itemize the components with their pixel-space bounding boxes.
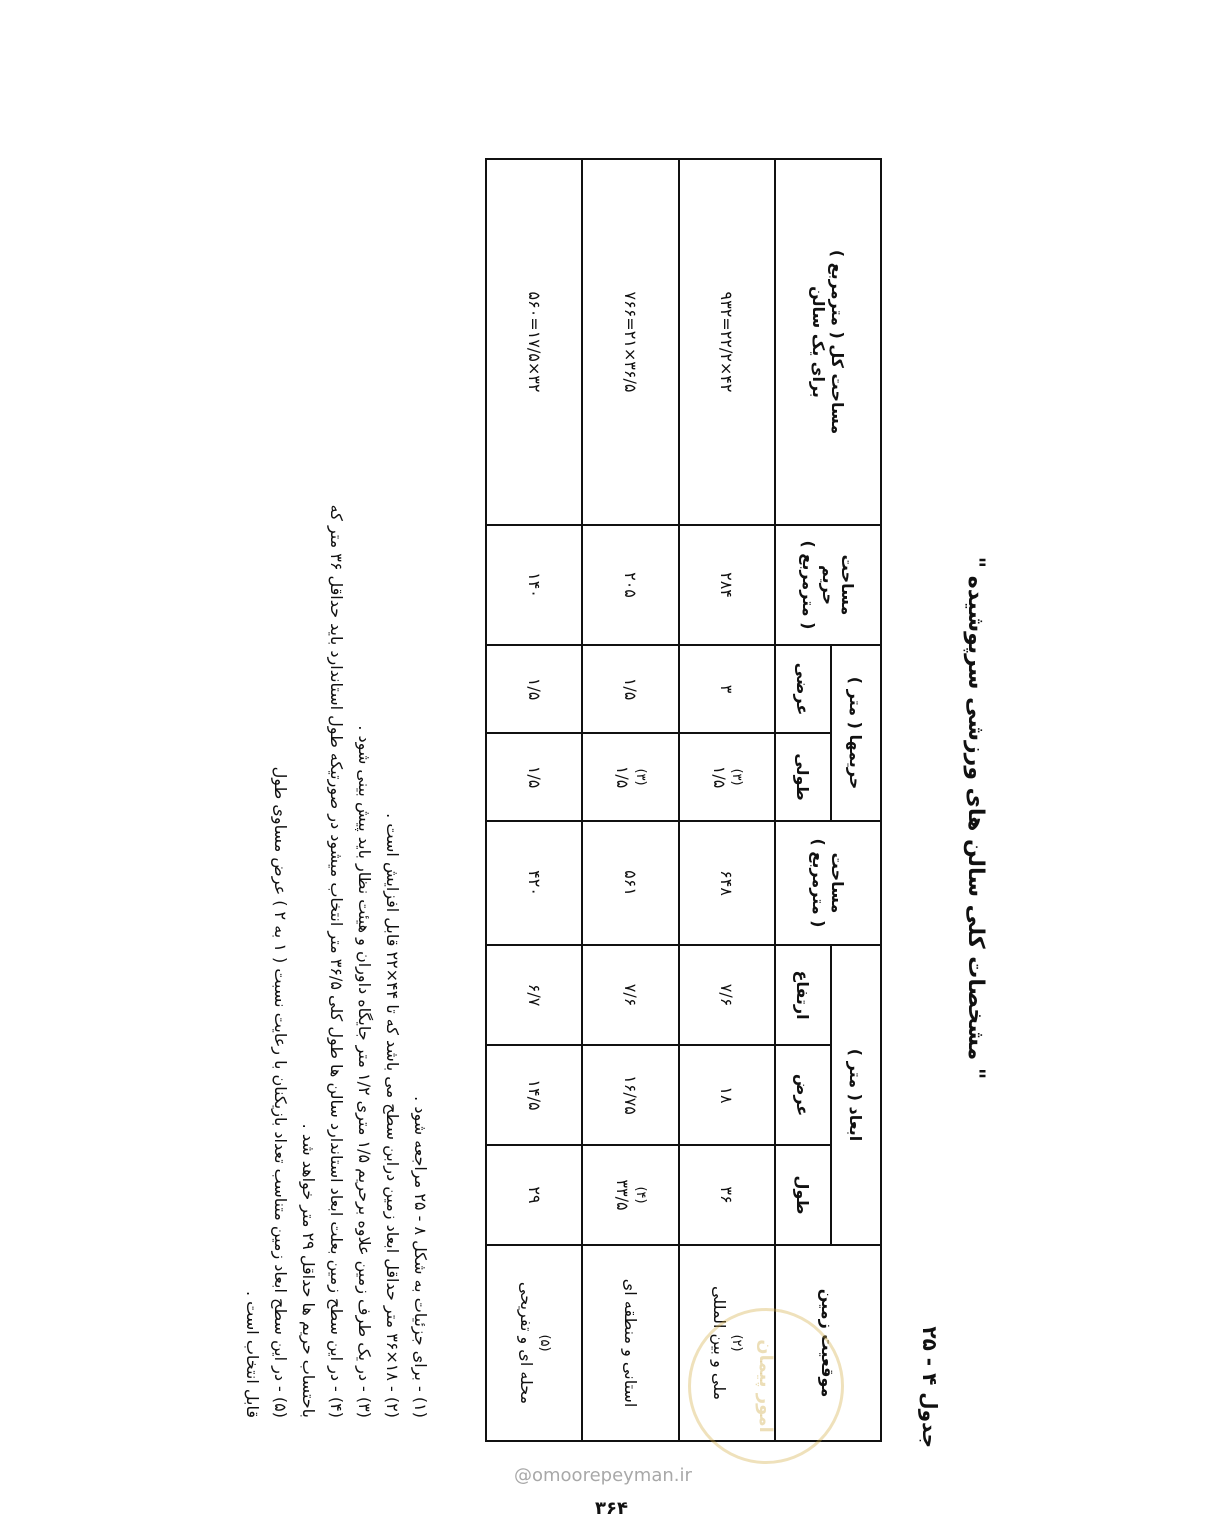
header-dimensions: ابعاد ( متر ): [831, 945, 881, 1245]
cell-margin-area: ۲۰۵: [582, 525, 678, 645]
cell-length-note: (۴): [632, 1186, 648, 1204]
table-row: [486, 159, 582, 1441]
footnote: (۵) - در این سطح ابعاد زمین متناسب تعداد بازیکنان با رعایت نسبت ( ۱ به ۲ ) عرض مساوی طول: [271, 766, 290, 1418]
cell-margin-length-value: ۱/۵: [709, 765, 729, 789]
cell-total-area: ۴۲×۲۲/۲=۹۳۲: [679, 159, 775, 525]
cell-length: [582, 1145, 678, 1245]
cell-location-text: محله ای و تفریحی: [516, 1281, 536, 1405]
cell-location: [486, 1245, 582, 1441]
cell-height: ۷/۶: [582, 945, 678, 1045]
header-location: موقعیت زمین: [775, 1245, 881, 1441]
cell-margin-length-note: (۳): [632, 768, 648, 786]
cell-area: ۴۲۰: [486, 821, 582, 945]
header-margin-area-label: حریم: [818, 564, 838, 606]
header-height: ارتفاع: [775, 945, 831, 1045]
header-area-unit: ( مترمربع ): [809, 838, 828, 928]
footnote: باحتساب حریم ها حداقل ۲۹ متر خواهد شد .: [299, 1123, 318, 1418]
header-group-row: [831, 159, 881, 1441]
cell-margin-length-value: ۱/۵: [524, 765, 544, 789]
header-width: عرض: [775, 1045, 831, 1145]
cell-margin-length: [582, 733, 678, 821]
cell-length-value: ۳۶: [717, 1186, 737, 1204]
cell-margin-width: ۱/۵: [582, 645, 678, 733]
footnote: (۲) - ۱۸×۳۶ متر حداقل ابعاد زمین درابن سطح می باشد که تا ۴۴×۲۲ قابل افزایش است .: [383, 813, 402, 1418]
header-margin-width: عرضی: [775, 645, 831, 733]
footnotes: [238, 198, 434, 1418]
cell-length: [486, 1145, 582, 1245]
header-margins: حریمها ( متر ): [831, 645, 881, 821]
cell-location-note: (۵): [536, 1334, 552, 1352]
watermark-seal: امور پیمان: [688, 1308, 844, 1464]
cell-length: [679, 1145, 775, 1245]
cell-location-note: (۲): [729, 1334, 745, 1352]
cell-area: ۵۶۱: [582, 821, 678, 945]
page-number: ۳۶۴: [595, 1498, 628, 1519]
cell-location: [582, 1245, 678, 1441]
cell-margin-length: [679, 733, 775, 821]
cell-length-value: ۲۹: [524, 1186, 544, 1204]
cell-height: ۷/۶: [679, 945, 775, 1045]
cell-margin-length-value: ۱/۵: [613, 765, 633, 789]
cell-margin-width: ۳: [679, 645, 775, 733]
cell-margin-width: ۱/۵: [486, 645, 582, 733]
header-area: [775, 821, 881, 945]
site-url: @omoorepeyman.ir: [514, 1465, 692, 1486]
cell-location-text: استانی و منطقه ای: [621, 1278, 641, 1408]
cell-width: ۱۶/۷۵: [582, 1045, 678, 1145]
cell-margin-length: [486, 733, 582, 821]
table-row: [582, 159, 678, 1441]
table-label: جدول ۴ - ۲۵: [918, 1326, 942, 1448]
footnote: (۳) - در یک طرف زمین علاوه برحریم ۱/۵ متری ۱/۲ متر جایگاه داوران و هیئت نظار باید پیش بینی شود .: [355, 725, 374, 1418]
header-margin-area-unit: ( مترمربع ): [799, 540, 819, 630]
header-margin-length: طولی: [775, 733, 831, 821]
cell-margin-area: ۲۸۴: [679, 525, 775, 645]
footnote: (۱) - برای جزئیات به شکل ۸ - ۲۵ مراجعه شود .: [411, 1096, 430, 1418]
header-margin-area-group: مساحت: [837, 554, 857, 616]
header-total-area-label: مساحت کل ( مترمربع ): [828, 249, 848, 435]
header-total-area: [775, 159, 881, 525]
page-title: " مشخصات کلی سالن های ورزشی سرپوشیده ": [963, 556, 988, 1080]
cell-width: ۱۸: [679, 1045, 775, 1145]
cell-height: ۶/۷: [486, 945, 582, 1045]
header-area-label: مساحت: [828, 852, 848, 914]
footnote: قابل انتخاب است .: [243, 1291, 262, 1418]
cell-location-text: ملی و بین المللی: [709, 1285, 729, 1401]
header-length: طول: [775, 1145, 831, 1245]
table-row: [679, 159, 775, 1441]
cell-margin-area: ۱۴۰: [486, 525, 582, 645]
cell-length-value: ۳۳/۵: [613, 1179, 633, 1211]
cell-area: ۶۴۸: [679, 821, 775, 945]
cell-total-area: ۳۲×۱۷/۵=۵۶۰: [486, 159, 582, 525]
header-total-area-sub: برای یک سالن: [809, 286, 828, 398]
rotated-page: [194, 158, 994, 1488]
cell-total-area: ۳۶/۵×۲۱=۷۶۶: [582, 159, 678, 525]
footnote: (۴) - در این سطح زمین بعلت ابعاد استاندارد سالن ها طول کلی ۳۶/۵ متر انتخاب میشود در صورتیکه طول استاندارد باید حداقل ۳۶ متر که: [327, 504, 346, 1418]
header-margin-area: [775, 525, 881, 645]
specs-table: [485, 158, 882, 1442]
cell-margin-length-note: (۳): [729, 768, 745, 786]
cell-width: ۱۴/۵: [486, 1045, 582, 1145]
